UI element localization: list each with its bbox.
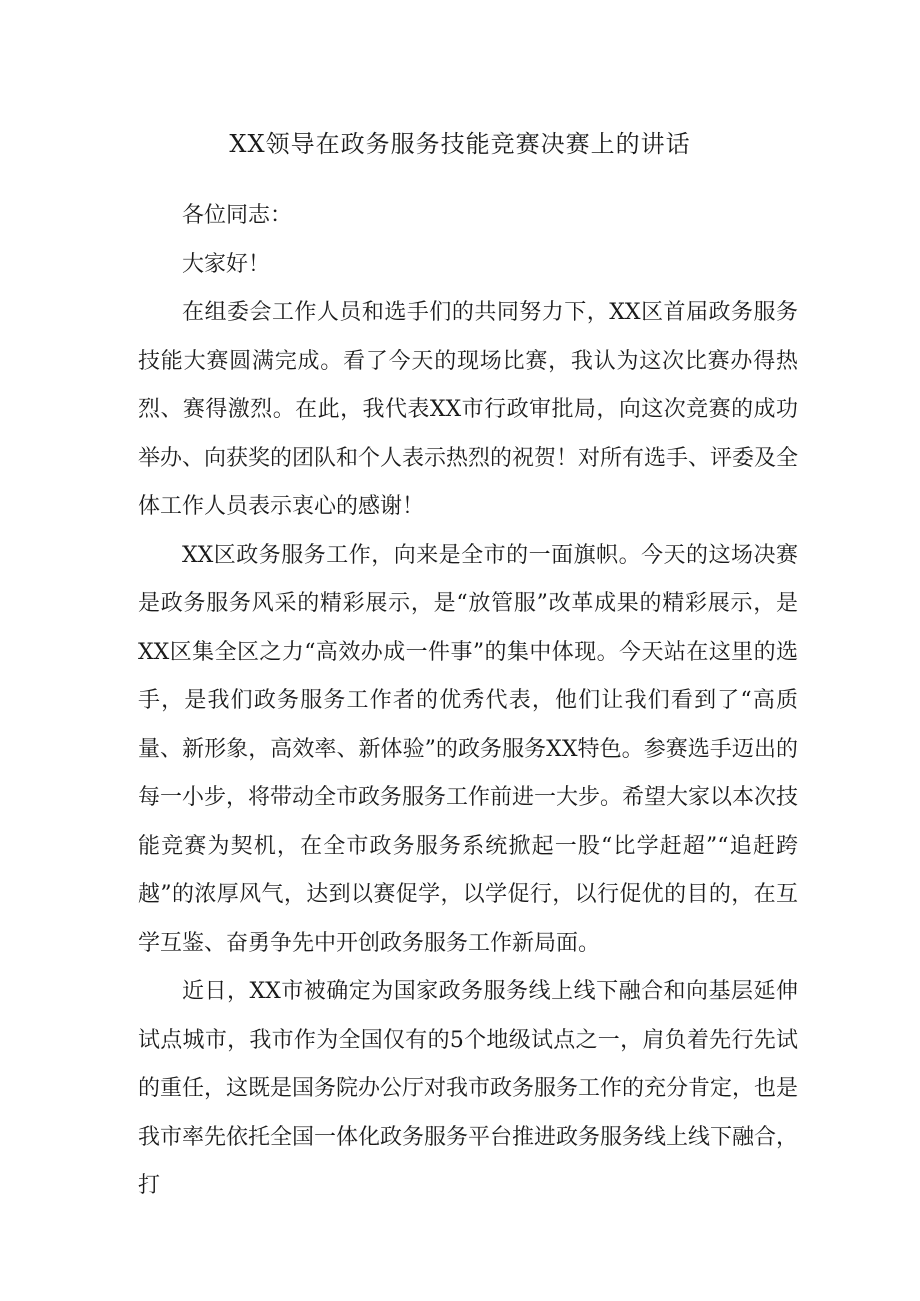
salutation: 各位同志： xyxy=(182,203,293,228)
paragraph: XX区政务服务工作，向来是全市的一面旗帜。今天的这场决赛是政务服务风采的精彩展示，是“放管服”改革成果的精彩展示，是XX区集全区之力“高效办成一件事”的集中体现。今天站在这里的选手，是我们政务服务工作者的优秀代表，他们让我们看到了“高质量、新形象，高效率、新体验”的政务服务XX特色。参赛选手迈出的每一小步，将带动全市政务服务工作前进一大步。希望大家以本次技能竞赛为契机，在全市政务服务系统掀起一股“比学赶超”“追赶跨越”的浓厚风气，达到以赛促学，以学促行，以行促优的目的，在互学互鉴、奋勇争先中开创政务服务工作新局面。 xyxy=(138,542,799,956)
greeting: 大家好！ xyxy=(182,251,271,277)
document-title: XX领导在政务服务技能竞赛决赛上的讲话 xyxy=(229,130,691,158)
paragraph: 近日，XX市被确定为国家政务服务线上线下融合和向基层延伸试点城市，我市作为全国仅有的5个地级试点之一，肩负着先行先试的重任，这既是国务院办公厅对我市政务服务工作的充分肯定，也是我市率先依托全国一体化政务服务平台推进政务服务线上线下融合，打 xyxy=(138,979,799,1198)
document-body xyxy=(138,192,798,1211)
paragraph: 在组委会工作人员和选手们的共同努力下，XX区首届政务服务技能大赛圆满完成。看了今天的现场比赛，我认为这次比赛办得热烈、赛得激烈。在此，我代表XX市行政审批局，向这次竞赛的成功举办、向获奖的团队和个人表示热烈的祝贺！对所有选手、评委及全体工作人员表示衷心的感谢！ xyxy=(138,300,799,519)
